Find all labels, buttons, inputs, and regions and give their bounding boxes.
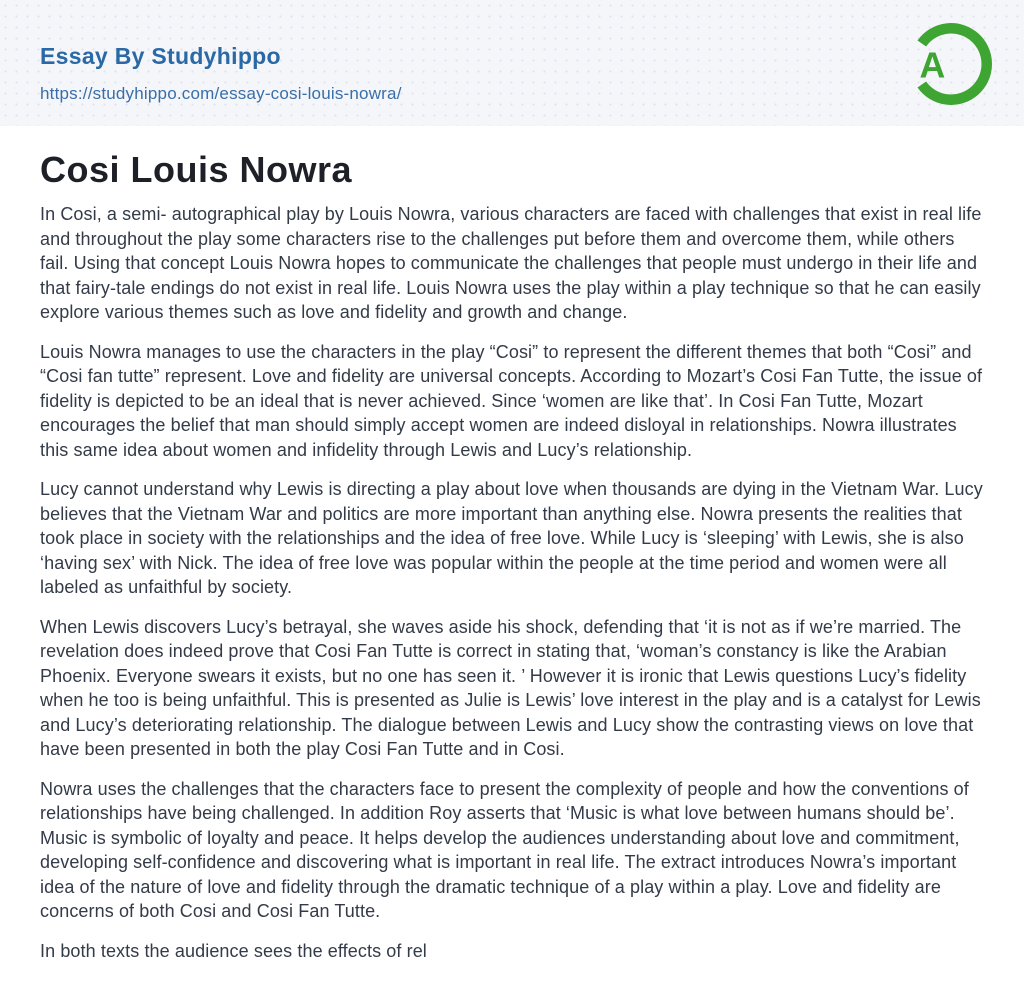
site-title: Essay By Studyhippo [40, 43, 281, 69]
essay-paragraph: In Cosi, a semi- autographical play by Louis Nowra, various characters are faced with challenges that exist in real life and throughout the play some characters rise to the challenges put before them and overcome them, while others fail. Using that concept Louis Nowra hopes to communicate the challenges that people must undergo in their life and that fairy-tale endings do not exist in real life. Louis Nowra uses the play within a play technique so that he can easily explore various themes such as love and fidelity and growth and change. [40, 204, 982, 323]
studyhippo-logo-icon [909, 18, 993, 110]
essay-title: Cosi Louis Nowra [40, 149, 353, 190]
page-url: https://studyhippo.com/essay-cosi-louis-nowra/ [40, 84, 402, 104]
essay-content [0, 149, 1024, 963]
page-header [0, 0, 1024, 126]
essay-paragraph: Lucy cannot understand why Lewis is directing a play about love when thousands are dying in the Vietnam War. Lucy believes that the Vietnam War and politics are more important than anything else. Nowra presents the realities that took place in society with the relationships and the idea of free love. While Lucy is ‘sleeping’ with Lewis, she is also ‘having sex’ with Nick. The idea of free love was popular within the people at the time period and women were all labeled as unfaithful by society. [40, 479, 983, 598]
logo-letter: A [919, 45, 946, 86]
essay-body [40, 202, 984, 963]
essay-paragraph: Nowra uses the challenges that the characters face to present the complexity of people and how the conventions of relationships have being challenged. In addition Roy asserts that ‘Music is what love between humans should be’. Music is symbolic of loyalty and peace. It helps develop the audiences understanding about love and commitment, developing self-confidence and discovering what is important in real life. The extract introduces Nowra’s important idea of the nature of love and fidelity through the dramatic technique of a play within a play. Love and fidelity are concerns of both Cosi and Cosi Fan Tutte. [40, 778, 969, 922]
essay-paragraph: Louis Nowra manages to use the characters in the play “Cosi” to represent the different themes that both “Cosi” and “Cosi fan tutte” represent. Love and fidelity are universal concepts. According to Mozart’s Cosi Fan Tutte, the issue of fidelity is depicted to be an ideal that is never achieved. Since ‘women are like that’. In Cosi Fan Tutte, Mozart encourages the belief that man should simply accept women are indeed disloyal in relationships. Nowra illustrates this same idea about women and infidelity through Lewis and Lucy’s relationship. [40, 341, 983, 460]
essay-paragraph: In both texts the audience sees the effects of rel [40, 940, 427, 961]
essay-paragraph: When Lewis discovers Lucy’s betrayal, she waves aside his shock, defending that ‘it is not as if we’re married. The revelation does indeed prove that Cosi Fan Tutte is correct in stating that, ‘woman’s constancy is like the Arabian Phoenix. Everyone swears it exists, but no one has seen it. ’ However it is ironic that Lewis questions Lucy’s fidelity when he too is being unfaithful. This is presented as Julie is Lewis’ love interest in the play and is a catalyst for Lewis and Lucy’s deteriorating relationship. The dialogue between Lewis and Lucy show the contrasting views on love that have been presented in both the play Cosi Fan Tutte and in Cosi. [40, 616, 981, 760]
